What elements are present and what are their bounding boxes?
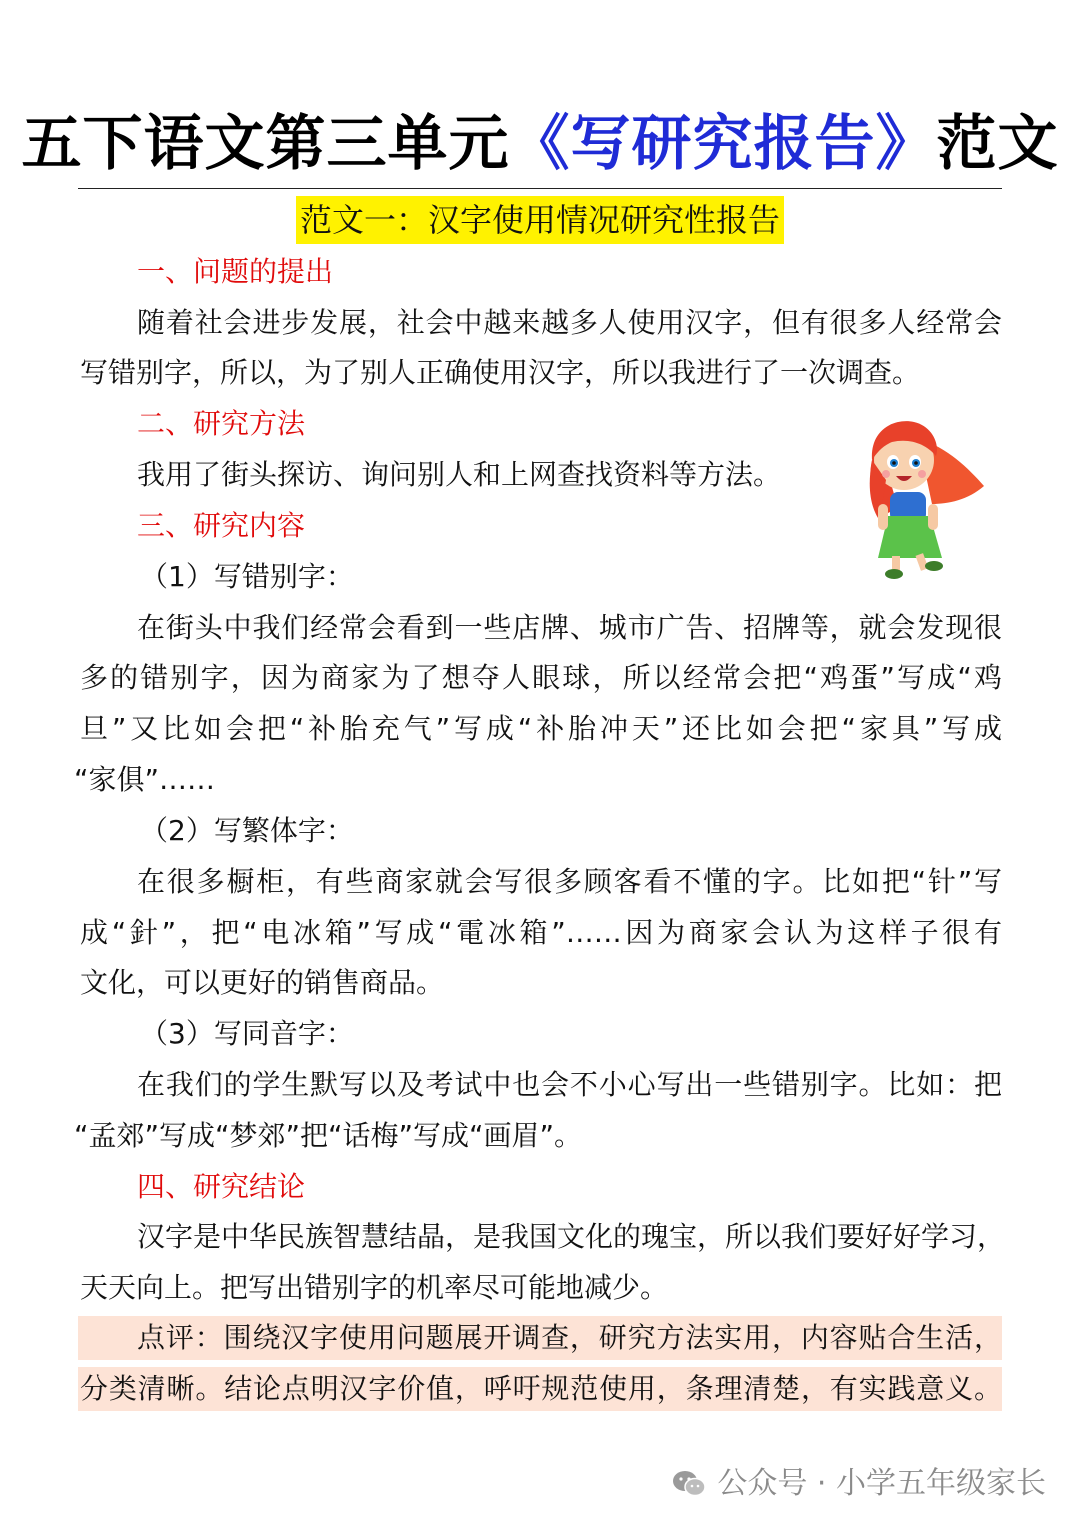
paragraph-line: 在很多橱柜，有些商家就会写很多顾客看不懂的字。比如把“针”写 (137, 865, 1002, 898)
paragraph-line: 汉字是中华民族智慧结晶，是我国文化的瑰宝，所以我们要好好学习， (137, 1220, 1006, 1253)
comment-line: 分类清晰。结论点明汉字价值，呼吁规范使用，条理清楚，有实践意义。 (80, 1372, 1002, 1405)
wechat-icon (671, 1469, 707, 1499)
paragraph-line: 天天向上。把写出错别字的机率尽可能地减少。 (80, 1271, 669, 1304)
section-heading-3: 三、研究内容 (137, 509, 306, 542)
paragraph-line: 在我们的学生默写以及考试中也会不小心写出一些错别字。比如：把 (137, 1068, 1002, 1101)
paragraph-line: “孟郊”写成“梦郊”把“话梅”写成“画眉”。 (74, 1119, 583, 1152)
paragraph-line: 写错别字，所以，为了别人正确使用汉字，所以我进行了一次调查。 (80, 356, 921, 389)
paragraph-line: 随着社会进步发展，社会中越来越多人使用汉字，但有很多人经常会 (137, 306, 1002, 339)
article-subtitle (0, 196, 1080, 244)
cartoon-girl-illustration (848, 408, 988, 580)
section-heading-2: 二、研究方法 (137, 407, 306, 440)
paragraph-line: “家俱”…… (74, 763, 216, 796)
sub-heading-3: （3）写同音字： (140, 1017, 354, 1050)
paragraph-line: 在街头中我们经常会看到一些店牌、城市广告、招牌等，就会发现很 (137, 611, 1002, 644)
comment-line: 点评：围绕汉字使用问题展开调查，研究方法实用，内容贴合生活， (137, 1321, 1002, 1354)
title-part1: 五下语文第三单元 (21, 109, 510, 179)
footer-source (671, 1464, 1046, 1504)
title-highlight: 《写研究报告》 (509, 109, 937, 179)
section-heading-4: 四、研究结论 (137, 1170, 306, 1203)
sub-heading-2: （2）写繁体字： (140, 814, 354, 847)
title-divider (78, 188, 1002, 189)
paragraph-line: 多的错别字，因为商家为了想夺人眼球，所以经常会把“鸡蛋”写成“鸡 (80, 661, 1002, 694)
subtitle-text: 范文一：汉字使用情况研究性报告 (296, 196, 784, 244)
paragraph-line: 文化，可以更好的销售商品。 (80, 966, 445, 999)
title-part2: 范文 (936, 109, 1059, 179)
section-heading-1: 一、问题的提出 (137, 255, 334, 288)
paragraph-line: 成“針”，把“电冰箱”写成“電冰箱”……因为商家会认为这样子很有 (80, 916, 1002, 949)
sub-heading-1: （1）写错别字： (140, 560, 354, 593)
footer-text: 公众号 · 小学五年级家长 (717, 1466, 1046, 1501)
paragraph-line: 旦”又比如会把“补胎充气”写成“补胎冲天”还比如会把“家具”写成 (80, 712, 1002, 745)
page-title (0, 96, 1080, 182)
paragraph-line: 我用了街头探访、询问别人和上网查找资料等方法。 (137, 458, 782, 491)
